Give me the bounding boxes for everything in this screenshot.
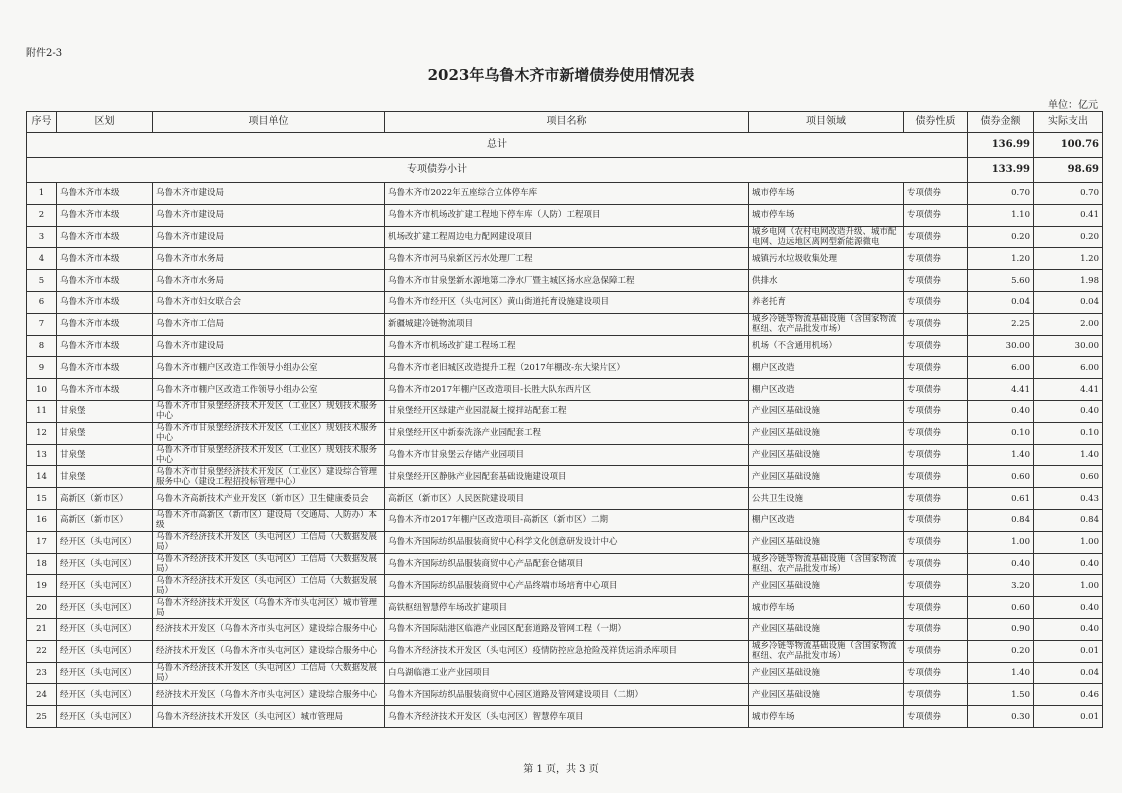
row-bond-type: 专项债券 xyxy=(904,575,968,597)
row-no: 1 xyxy=(27,183,57,205)
row-bond-type: 专项债券 xyxy=(904,183,968,205)
row-bond-type: 专项债券 xyxy=(904,291,968,313)
table-row xyxy=(27,706,1103,728)
row-region: 经开区（头屯河区） xyxy=(57,640,153,662)
row-unit: 乌鲁木齐经济技术开发区（头屯河区）工信局（大数据发展局） xyxy=(153,553,385,575)
row-bond-amount: 6.00 xyxy=(968,357,1034,379)
row-no: 9 xyxy=(27,357,57,379)
row-region: 高新区（新市区） xyxy=(57,488,153,510)
row-bond-type: 专项债券 xyxy=(904,226,968,248)
row-unit: 乌鲁木齐经济技术开发区（头屯河区）工信局（大数据发展局） xyxy=(153,575,385,597)
row-field: 城镇污水垃圾收集处理 xyxy=(749,248,904,270)
row-no: 12 xyxy=(27,422,57,444)
subtotal-amount: 133.99 xyxy=(968,158,1034,183)
table-row xyxy=(27,226,1103,248)
row-actual-expenditure: 1.40 xyxy=(1034,444,1103,466)
table-row xyxy=(27,488,1103,510)
row-unit: 乌鲁木齐市建设局 xyxy=(153,183,385,205)
debt-usage-table xyxy=(26,111,1103,728)
table-row xyxy=(27,291,1103,313)
row-project-name: 乌鲁木齐市甘泉堡云存储产业园项目 xyxy=(385,444,749,466)
row-bond-type: 专项债券 xyxy=(904,597,968,619)
row-actual-expenditure: 4.41 xyxy=(1034,379,1103,401)
row-project-name: 乌鲁木齐市机场改扩建工程地下停车库（人防）工程项目 xyxy=(385,204,749,226)
row-bond-amount: 4.41 xyxy=(968,379,1034,401)
row-unit: 经济技术开发区（乌鲁木齐市头屯河区）建设综合服务中心 xyxy=(153,618,385,640)
table-row xyxy=(27,422,1103,444)
row-project-name: 甘泉堡经开区中新泰洗涤产业园配套工程 xyxy=(385,422,749,444)
row-bond-type: 专项债券 xyxy=(904,357,968,379)
row-unit: 经济技术开发区（乌鲁木齐市头屯河区）建设综合服务中心 xyxy=(153,684,385,706)
row-no: 15 xyxy=(27,488,57,510)
row-unit: 经济技术开发区（乌鲁木齐市头屯河区）建设综合服务中心 xyxy=(153,640,385,662)
row-project-name: 乌鲁木齐国际纺织品服装商贸中心产品终端市场培育中心项目 xyxy=(385,575,749,597)
row-actual-expenditure: 1.00 xyxy=(1034,575,1103,597)
table-row xyxy=(27,313,1103,335)
row-unit: 乌鲁木齐市甘泉堡经济技术开发区（工业区）规划技术服务中心 xyxy=(153,400,385,422)
row-field: 供排水 xyxy=(749,270,904,292)
row-bond-type: 专项债券 xyxy=(904,618,968,640)
row-actual-expenditure: 0.01 xyxy=(1034,640,1103,662)
row-bond-type: 专项债券 xyxy=(904,270,968,292)
row-bond-amount: 0.40 xyxy=(968,553,1034,575)
row-bond-type: 专项债券 xyxy=(904,488,968,510)
row-field: 城乡冷链等物流基础设施（含国家物流枢纽、农产品批发市场） xyxy=(749,553,904,575)
row-bond-amount: 1.50 xyxy=(968,684,1034,706)
row-field: 棚户区改造 xyxy=(749,357,904,379)
row-bond-amount: 0.84 xyxy=(968,509,1034,531)
row-no: 18 xyxy=(27,553,57,575)
row-no: 17 xyxy=(27,531,57,553)
row-bond-amount: 1.10 xyxy=(968,204,1034,226)
total-actual: 100.76 xyxy=(1034,133,1103,158)
row-bond-type: 专项债券 xyxy=(904,248,968,270)
row-bond-type: 专项债券 xyxy=(904,684,968,706)
header-field: 项目领域 xyxy=(749,112,904,133)
table-row xyxy=(27,400,1103,422)
row-unit: 乌鲁木齐经济技术开发区（乌鲁木齐市头屯河区）城市管理局 xyxy=(153,597,385,619)
header-actual-expenditure: 实际支出 xyxy=(1034,112,1103,133)
row-project-name: 乌鲁木齐市甘泉堡新水源地第二净水厂暨主城区扬水应急保障工程 xyxy=(385,270,749,292)
header-row xyxy=(27,112,1103,133)
row-region: 乌鲁木齐市本级 xyxy=(57,313,153,335)
row-no: 5 xyxy=(27,270,57,292)
row-no: 6 xyxy=(27,291,57,313)
table-row xyxy=(27,662,1103,684)
row-no: 25 xyxy=(27,706,57,728)
row-bond-amount: 0.60 xyxy=(968,597,1034,619)
row-field: 产业园区基础设施 xyxy=(749,422,904,444)
header-bond-type: 债券性质 xyxy=(904,112,968,133)
row-actual-expenditure: 1.20 xyxy=(1034,248,1103,270)
row-unit: 乌鲁木齐高新技术产业开发区（新市区）卫生健康委员会 xyxy=(153,488,385,510)
row-no: 10 xyxy=(27,379,57,401)
row-no: 20 xyxy=(27,597,57,619)
row-bond-amount: 1.40 xyxy=(968,662,1034,684)
row-project-name: 乌鲁木齐市机场改扩建工程场工程 xyxy=(385,335,749,357)
row-project-name: 甘泉堡经开区绿建产业园混凝土搅拌站配套工程 xyxy=(385,400,749,422)
row-no: 3 xyxy=(27,226,57,248)
table-row xyxy=(27,575,1103,597)
row-region: 经开区（头屯河区） xyxy=(57,618,153,640)
row-region: 高新区（新市区） xyxy=(57,509,153,531)
row-bond-type: 专项债券 xyxy=(904,553,968,575)
row-no: 4 xyxy=(27,248,57,270)
header-project-name: 项目名称 xyxy=(385,112,749,133)
row-project-name: 高新区（新市区）人民医院建设项目 xyxy=(385,488,749,510)
row-bond-type: 专项债券 xyxy=(904,706,968,728)
row-field: 产业园区基础设施 xyxy=(749,400,904,422)
row-no: 16 xyxy=(27,509,57,531)
row-project-name: 乌鲁木齐国际纺织品服装商贸中心科学文化创意研发设计中心 xyxy=(385,531,749,553)
row-project-name: 乌鲁木齐市老旧城区改造提升工程（2017年棚改-东大梁片区） xyxy=(385,357,749,379)
row-bond-amount: 0.20 xyxy=(968,226,1034,248)
table-row xyxy=(27,357,1103,379)
row-project-name: 乌鲁木齐市2022年五座综合立体停车库 xyxy=(385,183,749,205)
row-bond-type: 专项债券 xyxy=(904,313,968,335)
row-bond-amount: 0.90 xyxy=(968,618,1034,640)
row-bond-type: 专项债券 xyxy=(904,444,968,466)
row-bond-amount: 2.25 xyxy=(968,313,1034,335)
table-row xyxy=(27,466,1103,488)
row-region: 经开区（头屯河区） xyxy=(57,706,153,728)
row-bond-amount: 1.40 xyxy=(968,444,1034,466)
row-field: 产业园区基础设施 xyxy=(749,444,904,466)
row-actual-expenditure: 0.04 xyxy=(1034,291,1103,313)
row-field: 养老托育 xyxy=(749,291,904,313)
row-bond-type: 专项债券 xyxy=(904,640,968,662)
header-bond-amount: 债券金额 xyxy=(968,112,1034,133)
row-unit: 乌鲁木齐市建设局 xyxy=(153,204,385,226)
row-region: 乌鲁木齐市本级 xyxy=(57,248,153,270)
row-region: 甘泉堡 xyxy=(57,444,153,466)
row-unit: 乌鲁木齐经济技术开发区（头屯河区）工信局（大数据发展局） xyxy=(153,531,385,553)
row-actual-expenditure: 0.04 xyxy=(1034,662,1103,684)
row-field: 城乡电网（农村电网改造升级、城市配电网、边远地区离网型新能源微电 xyxy=(749,226,904,248)
row-project-name: 新疆城建冷链物流项目 xyxy=(385,313,749,335)
row-actual-expenditure: 0.20 xyxy=(1034,226,1103,248)
row-field: 产业园区基础设施 xyxy=(749,662,904,684)
page-footer: 第 1 页，共 3 页 xyxy=(523,764,599,775)
row-field: 城乡冷链等物流基础设施（含国家物流枢纽、农产品批发市场） xyxy=(749,640,904,662)
row-actual-expenditure: 0.40 xyxy=(1034,553,1103,575)
row-actual-expenditure: 0.60 xyxy=(1034,466,1103,488)
row-bond-amount: 0.30 xyxy=(968,706,1034,728)
row-field: 产业园区基础设施 xyxy=(749,684,904,706)
total-label: 总计 xyxy=(27,133,968,158)
row-project-name: 乌鲁木齐市2017年棚户区改造项目-长胜大队东西片区 xyxy=(385,379,749,401)
header-region: 区划 xyxy=(57,112,153,133)
row-unit: 乌鲁木齐市甘泉堡经济技术开发区（工业区）建设综合管理服务中心（建设工程招投标管理中心） xyxy=(153,466,385,488)
row-bond-type: 专项债券 xyxy=(904,400,968,422)
table-row xyxy=(27,335,1103,357)
row-field: 产业园区基础设施 xyxy=(749,531,904,553)
row-unit: 乌鲁木齐经济技术开发区（头屯河区）工信局（大数据发展局） xyxy=(153,662,385,684)
row-actual-expenditure: 0.40 xyxy=(1034,618,1103,640)
row-actual-expenditure: 0.46 xyxy=(1034,684,1103,706)
table-row xyxy=(27,183,1103,205)
row-project-name: 甘泉堡经开区静脉产业园配套基础设施建设项目 xyxy=(385,466,749,488)
table-row xyxy=(27,597,1103,619)
row-actual-expenditure: 0.10 xyxy=(1034,422,1103,444)
subtotal-label: 专项债券小计 xyxy=(27,158,968,183)
row-region: 经开区（头屯河区） xyxy=(57,684,153,706)
row-project-name: 乌鲁木齐市河马泉新区污水处理厂工程 xyxy=(385,248,749,270)
row-bond-amount: 0.20 xyxy=(968,640,1034,662)
table-row xyxy=(27,531,1103,553)
table-row xyxy=(27,248,1103,270)
row-no: 14 xyxy=(27,466,57,488)
row-region: 经开区（头屯河区） xyxy=(57,597,153,619)
row-project-name: 高铁枢纽智慧停车场改扩建项目 xyxy=(385,597,749,619)
row-actual-expenditure: 30.00 xyxy=(1034,335,1103,357)
row-unit: 乌鲁木齐市棚户区改造工作领导小组办公室 xyxy=(153,379,385,401)
row-region: 甘泉堡 xyxy=(57,422,153,444)
row-actual-expenditure: 1.98 xyxy=(1034,270,1103,292)
row-field: 公共卫生设施 xyxy=(749,488,904,510)
table-row xyxy=(27,684,1103,706)
row-project-name: 乌鲁木齐国际纺织品服装商贸中心园区道路及管网建设项目（二期） xyxy=(385,684,749,706)
row-bond-type: 专项债券 xyxy=(904,662,968,684)
row-unit: 乌鲁木齐市水务局 xyxy=(153,270,385,292)
row-actual-expenditure: 0.43 xyxy=(1034,488,1103,510)
row-no: 8 xyxy=(27,335,57,357)
row-project-name: 乌鲁木齐经济技术开发区（头屯河区）疫情防控应急抢险茂祥货运消杀库项目 xyxy=(385,640,749,662)
row-project-name: 乌鲁木齐国际纺织品服装商贸中心产品配套仓储项目 xyxy=(385,553,749,575)
row-unit: 乌鲁木齐经济技术开发区（头屯河区）城市管理局 xyxy=(153,706,385,728)
row-actual-expenditure: 6.00 xyxy=(1034,357,1103,379)
table-row xyxy=(27,640,1103,662)
row-bond-type: 专项债券 xyxy=(904,531,968,553)
row-bond-amount: 30.00 xyxy=(968,335,1034,357)
row-no: 11 xyxy=(27,400,57,422)
row-region: 乌鲁木齐市本级 xyxy=(57,335,153,357)
row-unit: 乌鲁木齐市工信局 xyxy=(153,313,385,335)
row-region: 乌鲁木齐市本级 xyxy=(57,291,153,313)
row-bond-amount: 1.00 xyxy=(968,531,1034,553)
row-region: 乌鲁木齐市本级 xyxy=(57,357,153,379)
row-bond-amount: 5.60 xyxy=(968,270,1034,292)
total-row xyxy=(27,133,1103,158)
row-bond-type: 专项债券 xyxy=(904,335,968,357)
row-unit: 乌鲁木齐市棚户区改造工作领导小组办公室 xyxy=(153,357,385,379)
row-bond-amount: 1.20 xyxy=(968,248,1034,270)
row-project-name: 乌鲁木齐市经开区（头屯河区）黄山街道托育设施建设项目 xyxy=(385,291,749,313)
unit-label: 单位：亿元 xyxy=(1048,100,1098,111)
row-field: 产业园区基础设施 xyxy=(749,575,904,597)
row-unit: 乌鲁木齐市建设局 xyxy=(153,335,385,357)
row-unit: 乌鲁木齐市妇女联合会 xyxy=(153,291,385,313)
row-actual-expenditure: 0.41 xyxy=(1034,204,1103,226)
row-region: 经开区（头屯河区） xyxy=(57,553,153,575)
row-bond-amount: 0.61 xyxy=(968,488,1034,510)
table-row xyxy=(27,553,1103,575)
row-field: 城市停车场 xyxy=(749,597,904,619)
header-no: 序号 xyxy=(27,112,57,133)
row-field: 产业园区基础设施 xyxy=(749,618,904,640)
table-row xyxy=(27,618,1103,640)
row-bond-type: 专项债券 xyxy=(904,509,968,531)
row-bond-type: 专项债券 xyxy=(904,379,968,401)
subtotal-row xyxy=(27,158,1103,183)
row-actual-expenditure: 1.00 xyxy=(1034,531,1103,553)
row-field: 机场（不含通用机场） xyxy=(749,335,904,357)
row-field: 棚户区改造 xyxy=(749,379,904,401)
row-actual-expenditure: 0.84 xyxy=(1034,509,1103,531)
page-title: 2023年乌鲁木齐市新增债券使用情况表 xyxy=(427,66,695,84)
row-no: 19 xyxy=(27,575,57,597)
subtotal-actual: 98.69 xyxy=(1034,158,1103,183)
row-region: 经开区（头屯河区） xyxy=(57,575,153,597)
row-actual-expenditure: 2.00 xyxy=(1034,313,1103,335)
table-row xyxy=(27,379,1103,401)
table-row xyxy=(27,270,1103,292)
row-unit: 乌鲁木齐市建设局 xyxy=(153,226,385,248)
row-no: 21 xyxy=(27,618,57,640)
row-no: 13 xyxy=(27,444,57,466)
row-region: 甘泉堡 xyxy=(57,466,153,488)
row-bond-type: 专项债券 xyxy=(904,204,968,226)
row-region: 乌鲁木齐市本级 xyxy=(57,183,153,205)
row-bond-type: 专项债券 xyxy=(904,422,968,444)
row-field: 产业园区基础设施 xyxy=(749,466,904,488)
row-no: 2 xyxy=(27,204,57,226)
total-amount: 136.99 xyxy=(968,133,1034,158)
row-unit: 乌鲁木齐市甘泉堡经济技术开发区（工业区）规划技术服务中心 xyxy=(153,444,385,466)
row-actual-expenditure: 0.40 xyxy=(1034,597,1103,619)
row-unit: 乌鲁木齐市高新区（新市区）建设局（交通局、人防办）本级 xyxy=(153,509,385,531)
table-row xyxy=(27,444,1103,466)
row-no: 23 xyxy=(27,662,57,684)
row-bond-amount: 0.40 xyxy=(968,400,1034,422)
header-unit: 项目单位 xyxy=(153,112,385,133)
row-region: 乌鲁木齐市本级 xyxy=(57,226,153,248)
row-region: 甘泉堡 xyxy=(57,400,153,422)
table-row xyxy=(27,204,1103,226)
row-no: 7 xyxy=(27,313,57,335)
row-unit: 乌鲁木齐市水务局 xyxy=(153,248,385,270)
row-actual-expenditure: 0.70 xyxy=(1034,183,1103,205)
row-field: 城市停车场 xyxy=(749,706,904,728)
row-project-name: 机场改扩建工程周边电力配网建设项目 xyxy=(385,226,749,248)
row-project-name: 乌鲁木齐市2017年棚户区改造项目-高新区（新市区）二期 xyxy=(385,509,749,531)
row-bond-type: 专项债券 xyxy=(904,466,968,488)
attachment-label: 附件2-3 xyxy=(26,48,63,59)
row-field: 城市停车场 xyxy=(749,183,904,205)
row-actual-expenditure: 0.40 xyxy=(1034,400,1103,422)
row-region: 经开区（头屯河区） xyxy=(57,531,153,553)
row-field: 城乡冷链等物流基础设施（含国家物流枢纽、农产品批发市场） xyxy=(749,313,904,335)
row-region: 经开区（头屯河区） xyxy=(57,662,153,684)
row-project-name: 乌鲁木齐国际陆港区临港产业园区配套道路及管网工程（一期） xyxy=(385,618,749,640)
row-field: 城市停车场 xyxy=(749,204,904,226)
row-project-name: 白鸟湖临港工业产业园项目 xyxy=(385,662,749,684)
row-field: 棚户区改造 xyxy=(749,509,904,531)
row-project-name: 乌鲁木齐经济技术开发区（头屯河区）智慧停车项目 xyxy=(385,706,749,728)
row-unit: 乌鲁木齐市甘泉堡经济技术开发区（工业区）规划技术服务中心 xyxy=(153,422,385,444)
row-bond-amount: 0.70 xyxy=(968,183,1034,205)
row-bond-amount: 0.10 xyxy=(968,422,1034,444)
row-no: 24 xyxy=(27,684,57,706)
row-no: 22 xyxy=(27,640,57,662)
row-region: 乌鲁木齐市本级 xyxy=(57,270,153,292)
table-row xyxy=(27,509,1103,531)
row-bond-amount: 0.04 xyxy=(968,291,1034,313)
row-bond-amount: 0.60 xyxy=(968,466,1034,488)
row-bond-amount: 3.20 xyxy=(968,575,1034,597)
row-region: 乌鲁木齐市本级 xyxy=(57,204,153,226)
row-region: 乌鲁木齐市本级 xyxy=(57,379,153,401)
row-actual-expenditure: 0.01 xyxy=(1034,706,1103,728)
